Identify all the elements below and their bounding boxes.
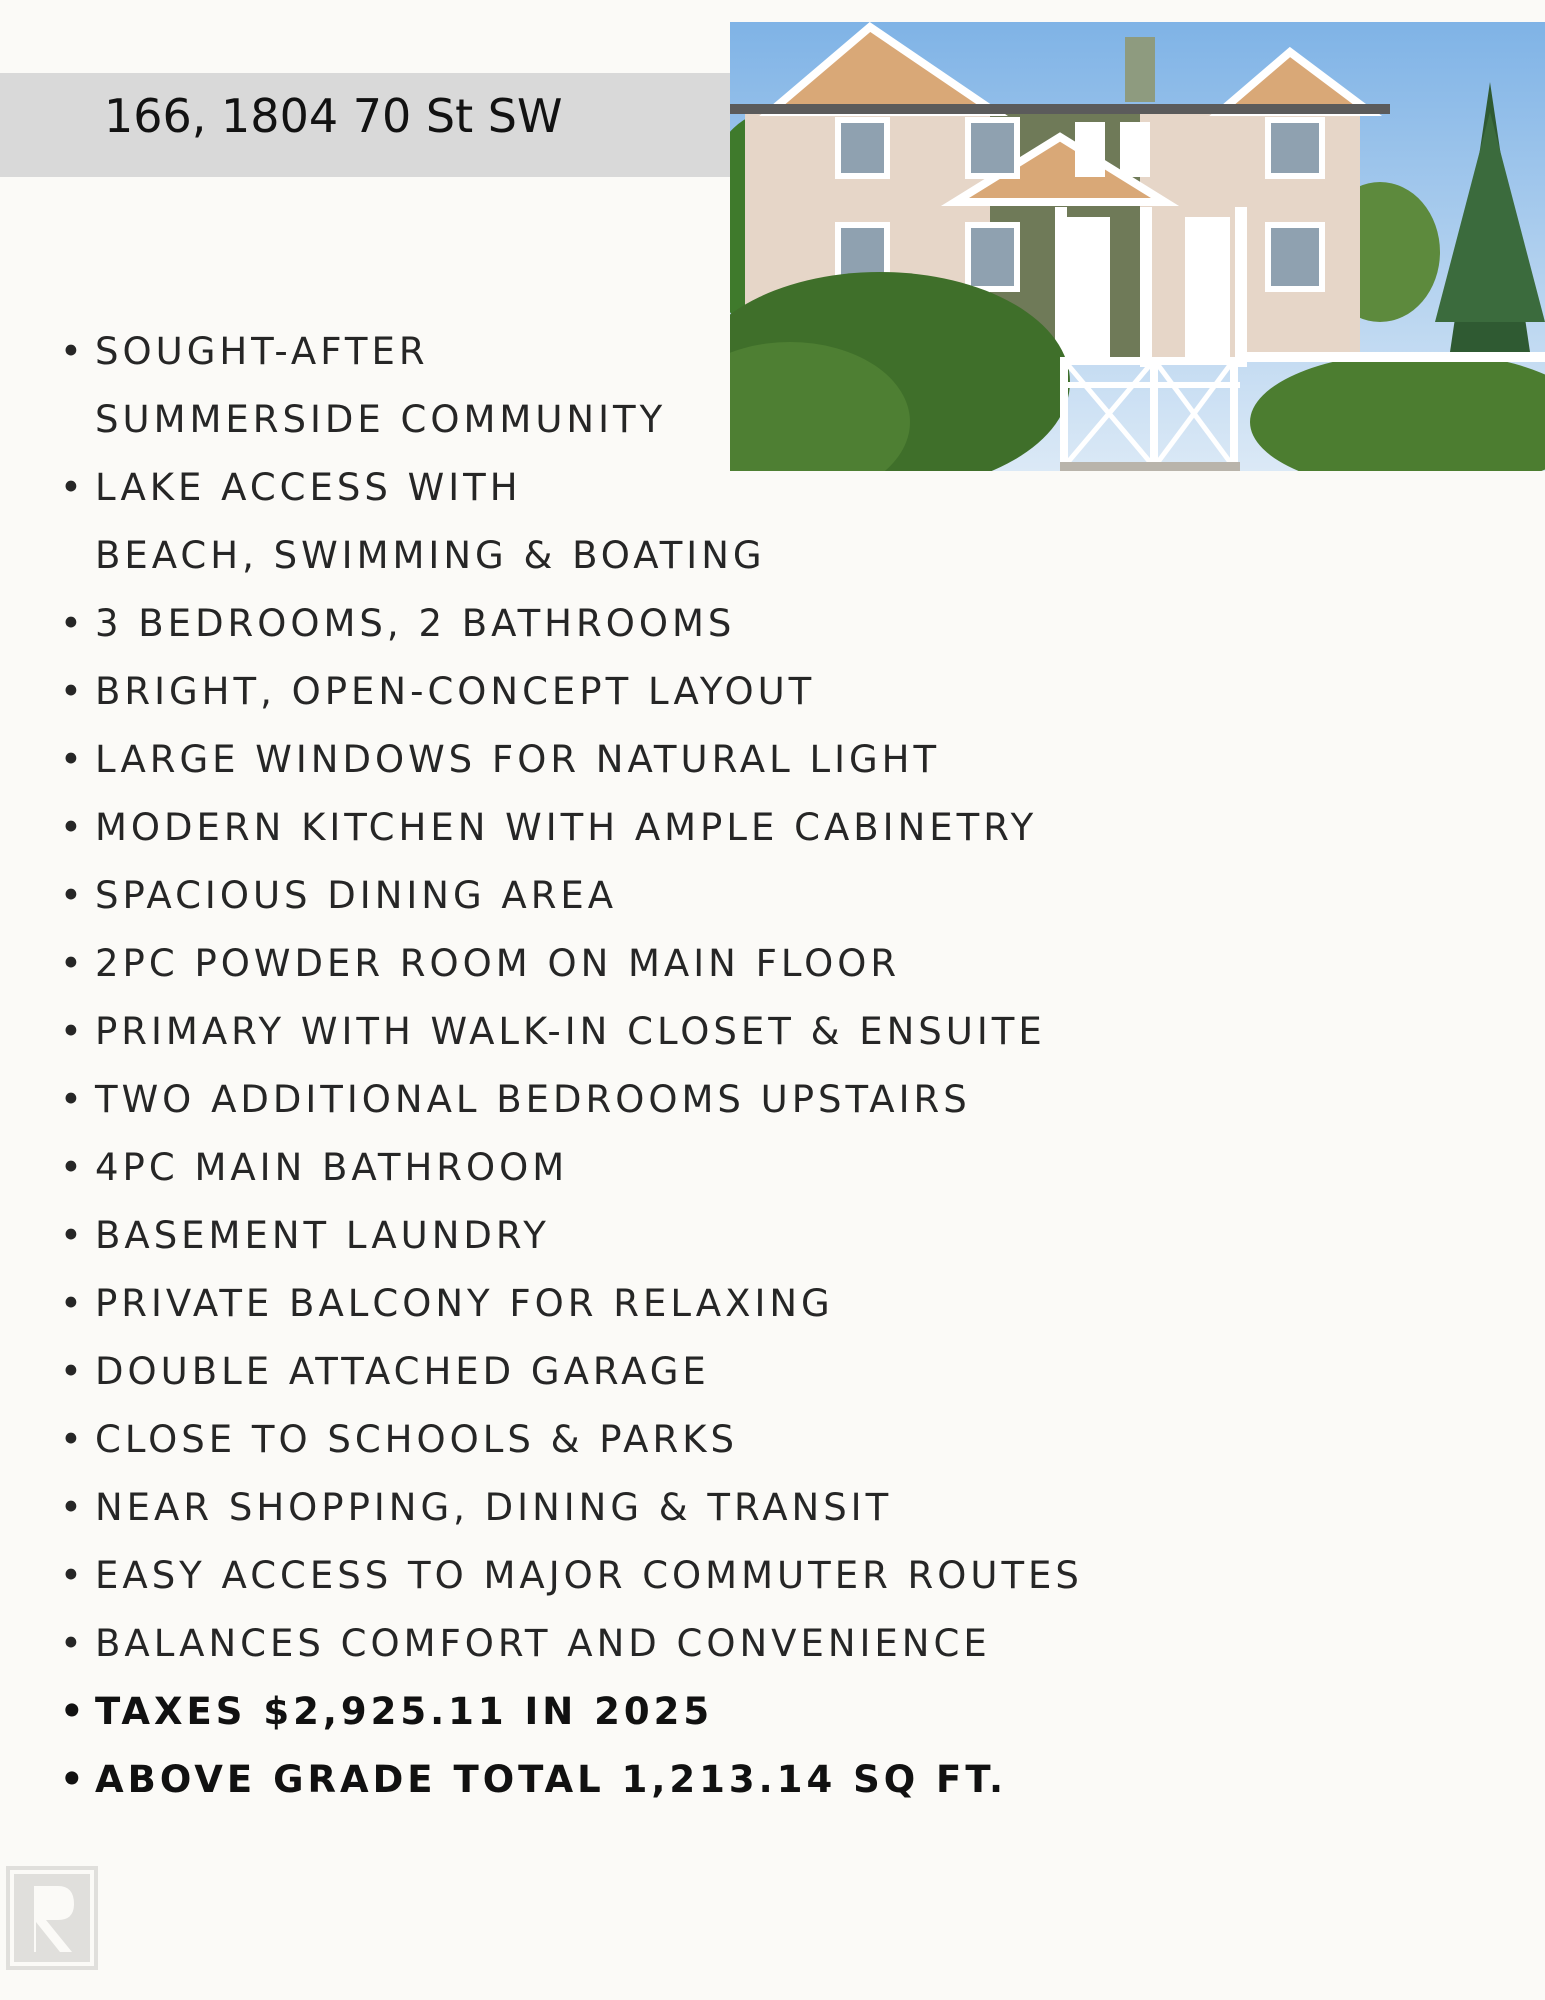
feature-item [60,1134,1083,1202]
feature-text: SOUGHT-AFTER [95,330,429,373]
bullet: • [60,602,82,645]
feature-text: SPACIOUS DINING AREA [95,874,618,917]
feature-text: 4PC MAIN BATHROOM [95,1146,569,1189]
bullet: • [60,670,82,713]
feature-item [60,1610,1083,1678]
feature-text: TAXES $2,925.11 IN 2025 [95,1690,714,1733]
feature-text: EASY ACCESS TO MAJOR COMMUTER ROUTES [95,1554,1083,1597]
feature-text: TWO ADDITIONAL BEDROOMS UPSTAIRS [95,1078,971,1121]
bullet: • [60,1146,82,1189]
feature-item-taxes [60,1678,1083,1746]
bullet: • [60,1690,84,1733]
feature-item [60,998,1083,1066]
feature-item [60,318,1083,454]
feature-item [60,1338,1083,1406]
feature-item [60,1474,1083,1542]
feature-text: LARGE WINDOWS FOR NATURAL LIGHT [95,738,941,781]
feature-item-square-footage [60,1746,1083,1814]
feature-text: CLOSE TO SCHOOLS & PARKS [95,1418,738,1461]
feature-text: PRIMARY WITH WALK-IN CLOSET & ENSUITE [95,1010,1046,1053]
feature-item [60,1270,1083,1338]
bullet: • [60,466,82,509]
bullet: • [60,874,82,917]
feature-text: MODERN KITCHEN WITH AMPLE CABINETRY [95,806,1038,849]
bullet: • [60,942,82,985]
feature-item [60,1542,1083,1610]
feature-item [60,590,1083,658]
feature-text: BRIGHT, OPEN-CONCEPT LAYOUT [95,670,816,713]
feature-text: 3 BEDROOMS, 2 BATHROOMS [95,602,736,645]
feature-item [60,794,1083,862]
feature-text: BASEMENT LAUNDRY [95,1214,550,1257]
bullet: • [60,1486,82,1529]
realtor-r-logo-icon [6,1866,98,1970]
feature-item [60,862,1083,930]
feature-item [60,658,1083,726]
bullet: • [60,1010,82,1053]
bullet: • [60,330,82,373]
feature-text: BALANCES COMFORT AND CONVENIENCE [95,1622,991,1665]
feature-text: 2PC POWDER ROOM ON MAIN FLOOR [95,942,901,985]
feature-text: ABOVE GRADE TOTAL 1,213.14 SQ FT. [95,1758,1007,1801]
feature-list [60,318,1083,1814]
address-banner [0,73,730,177]
bullet: • [60,1214,82,1257]
feature-item [60,1406,1083,1474]
property-address: 166, 1804 70 St SW [104,89,563,143]
feature-text: NEAR SHOPPING, DINING & TRANSIT [95,1486,893,1529]
feature-text: DOUBLE ATTACHED GARAGE [95,1350,710,1393]
feature-item [60,1066,1083,1134]
bullet: • [60,1282,82,1325]
bullet: • [60,1350,82,1393]
bullet: • [60,1078,82,1121]
feature-text: PRIVATE BALCONY FOR RELAXING [95,1282,834,1325]
feature-item [60,726,1083,794]
bullet: • [60,1758,84,1801]
bullet: • [60,1418,82,1461]
bullet: • [60,1622,82,1665]
feature-item [60,930,1083,998]
feature-item [60,1202,1083,1270]
feature-item [60,454,1083,590]
feature-text: SUMMERSIDE COMMUNITY [95,398,667,441]
feature-text: BEACH, SWIMMING & BOATING [95,534,766,577]
feature-text: LAKE ACCESS WITH [95,466,522,509]
bullet: • [60,1554,82,1597]
bullet: • [60,738,82,781]
bullet: • [60,806,82,849]
